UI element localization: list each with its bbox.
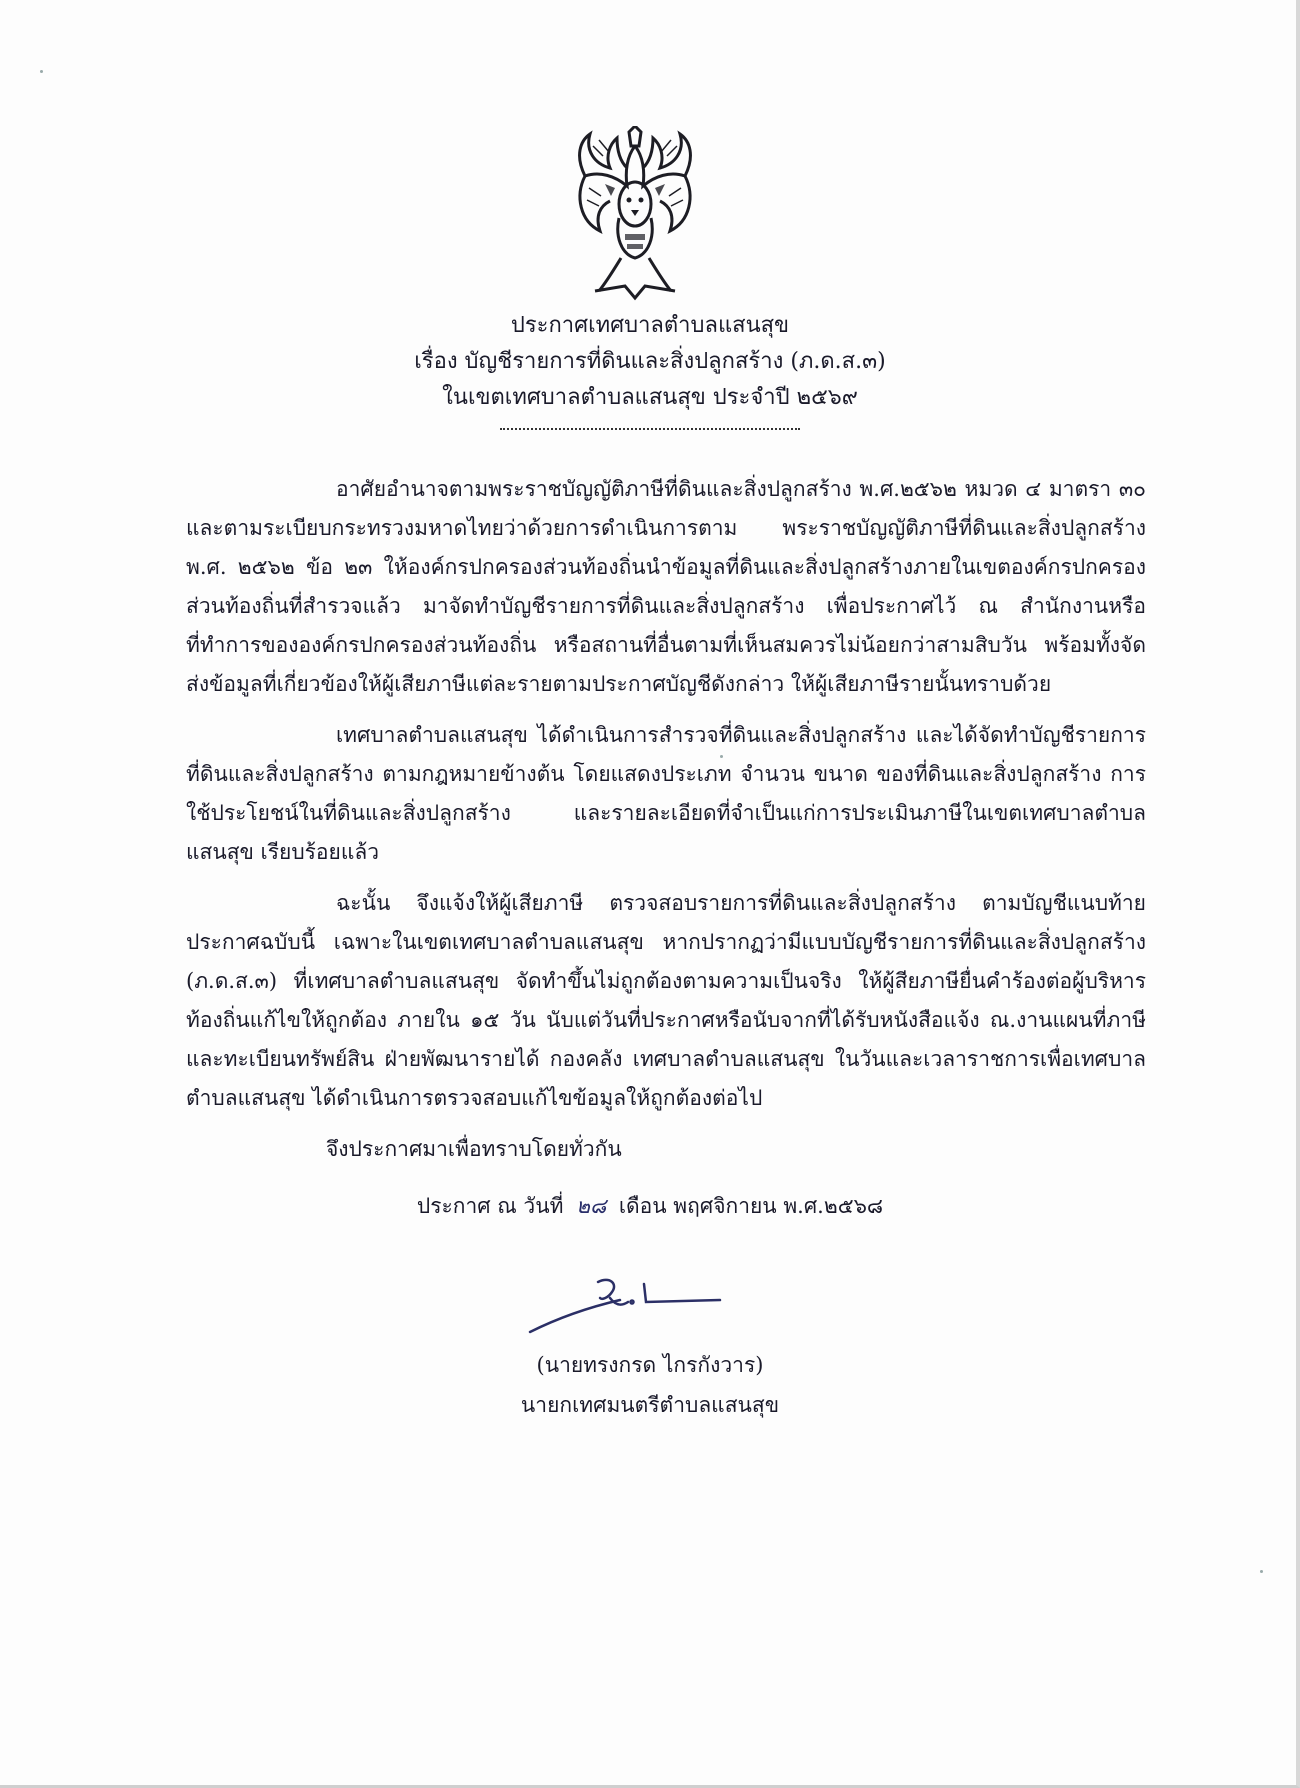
announcement-subject: เรื่อง บัญชีรายการที่ดินและสิ่งปลูกสร้าง (ภ.ด.ส.๓) [414,349,886,374]
announcement-body [186,470,1146,1181]
announcement-date [300,1188,1000,1224]
announcement-issuer: ประกาศเทศบาลตำบลแสนสุข [510,313,790,338]
date-suffix: เดือน พฤศจิกายน พ.ศ.๒๕๖๘ [618,1194,884,1218]
scan-speck [40,70,43,73]
announcement-header [300,308,1000,430]
signer-position: นายกเทศมนตรีตำบลแสนสุข [520,1393,780,1417]
scan-speck [720,755,723,758]
date-day: ๒๘ [576,1194,607,1218]
dotted-divider [500,426,800,430]
body-paragraph-3: ฉะนั้น จึงแจ้งให้ผู้เสียภาษี ตรวจสอบรายการที่ดินและสิ่งปลูกสร้าง ตามบัญชีแนบท้ายประกาศฉบับนี้ เฉพาะในเขตเทศบาลตำบลแสนสุข หากปรากฏว่ามีแบบบัญชีรายการที่ดินและสิ่งปลูกสร้าง (ภ.ด.ส.๓) ที่เทศบาลตำบลแสนสุข จัดทำขึ้นไม่ถูกต้องตามความเป็นจริง ให้ผู้สียภาษียื่นคำร้องต่อผู้บริหารท้องถิ่นแก้ไขให้ถูกต้อง ภายใน ๑๕ วัน นับแต่วันที่ประกาศหรือนับจากที่ได้รับหนังสือแจ้ง ณ.งานแผนที่ภาษีและทะเบียนทรัพย์สิน ฝ่ายพัฒนารายได้ กองคลัง เทศบาลตำบลแสนสุข ในวันและเวลาราชการเพื่อเทศบาลตำบลแสนสุข ได้ดำเนินการตรวจสอบแก้ไขข้อมูลให้ถูกต้องต่อไป [186,891,1146,1110]
signer-name: (นายทรงกรด ไกรกังวาร) [536,1353,764,1377]
signer-block [450,1345,850,1425]
scan-speck [1260,1570,1263,1573]
body-paragraph-2: เทศบาลตำบลแสนสุข ได้ดำเนินการสำรวจที่ดินและสิ่งปลูกสร้าง และได้จัดทำบัญชีรายการที่ดินและสิ่งปลูกสร้าง ตามกฎหมายข้างต้น โดยแสดงประเภท จำนวน ขนาด ของที่ดินและสิ่งปลูกสร้าง การใช้ประโยชน์ในที่ดินและสิ่งปลูกสร้าง และรายละเอียดที่จำเป็นแก่การประเมินภาษีในเขตเทศบาลตำบลแสนสุข เรียบร้อยแล้ว [186,723,1146,864]
date-prefix: ประกาศ ณ วันที่ [416,1194,564,1218]
announcement-scope: ในเขตเทศบาลตำบลแสนสุข ประจำปี ๒๕๖๙ [442,385,858,410]
signature-icon [520,1262,730,1342]
closing-statement: จึงประกาศมาเพื่อทราบโดยทั่วกัน [326,1137,622,1161]
body-paragraph-1: อาศัยอำนาจตามพระราชบัญญัติภาษีที่ดินและสิ่งปลูกสร้าง พ.ศ.๒๕๖๒ หมวด ๔ มาตรา ๓๐ และตามระเบียบกระทรวงมหาดไทยว่าด้วยการดำเนินการตาม พระราชบัญญัติภาษีที่ดินและสิ่งปลูกสร้าง พ.ศ. ๒๕๖๒ ข้อ ๒๓ ให้องค์กรปกครองส่วนท้องถิ่นนำข้อมูลที่ดินและสิ่งปลูกสร้างภายในเขตองค์กรปกครองส่วนท้องถิ่นที่สำรวจแล้ว มาจัดทำบัญชีรายการที่ดินและสิ่งปลูกสร้าง เพื่อประกาศไว้ ณ สำนักงานหรือที่ทำการขององค์กรปกครองส่วนท้องถิ่น หรือสถานที่อื่นตามที่เห็นสมควรไม่น้อยกว่าสามสิบวัน พร้อมทั้งจัดส่งข้อมูลที่เกี่ยวข้องให้ผู้เสียภาษีแต่ละรายตามประกาศบัญชีดังกล่าว ให้ผู้เสียภาษีรายนั้นทราบด้วย [186,477,1146,696]
garuda-emblem-icon [555,126,715,306]
